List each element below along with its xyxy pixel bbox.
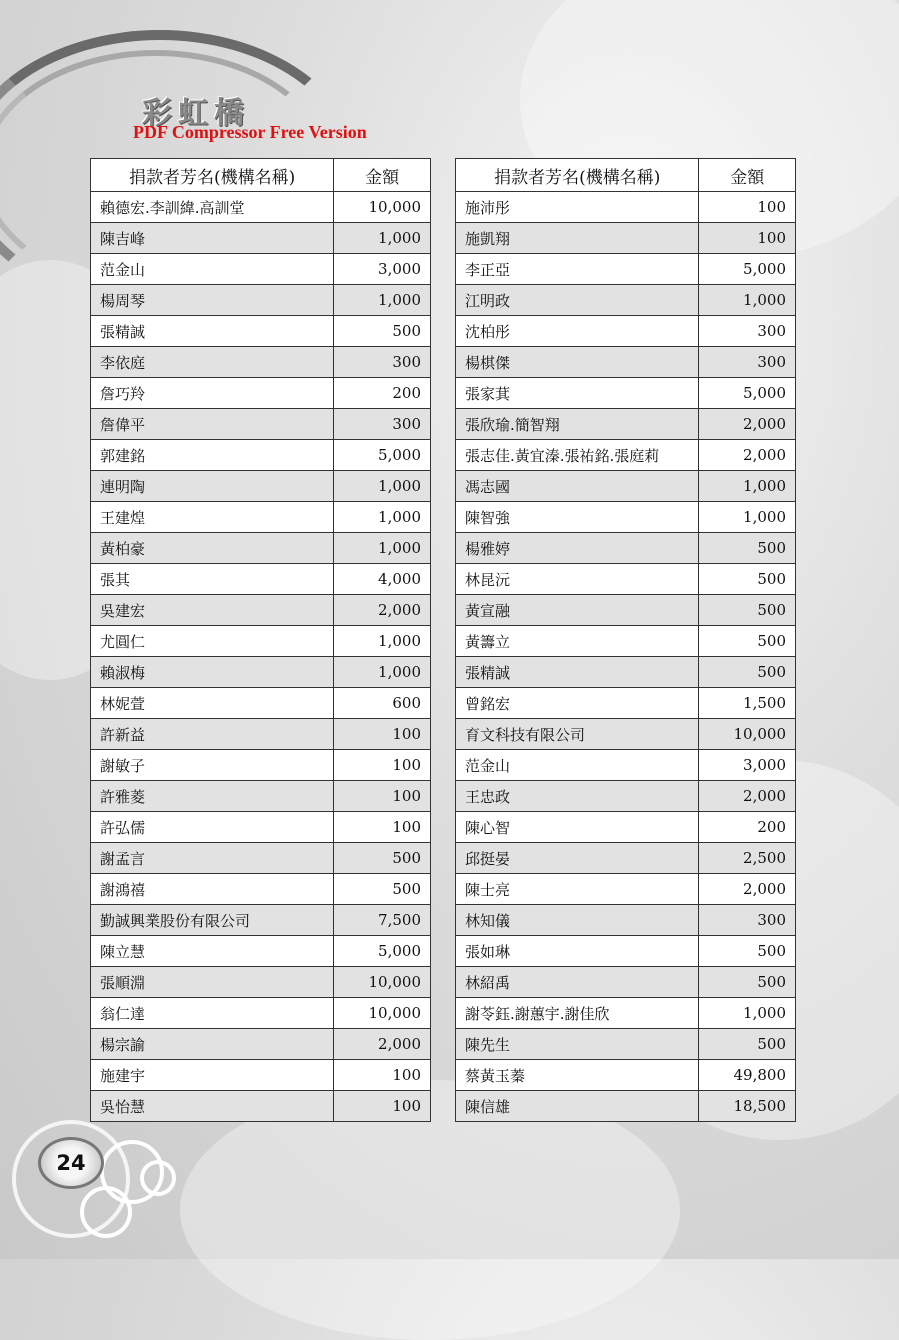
donor-name: 賴淑梅 <box>91 657 334 688</box>
table-row <box>456 285 796 316</box>
table-row <box>91 1060 431 1091</box>
donor-name: 詹偉平 <box>91 409 334 440</box>
donation-amount: 2,000 <box>334 595 431 626</box>
donor-name: 陳立慧 <box>91 936 334 967</box>
table-row <box>91 657 431 688</box>
donation-amount: 49,800 <box>699 1060 796 1091</box>
donor-table-right <box>455 158 796 1122</box>
table-row <box>91 595 431 626</box>
table-row <box>456 192 796 223</box>
donor-name: 翁仁達 <box>91 998 334 1029</box>
donor-name: 陳信雄 <box>456 1091 699 1122</box>
donation-amount: 1,000 <box>699 502 796 533</box>
donor-name: 范金山 <box>91 254 334 285</box>
donation-amount: 500 <box>699 564 796 595</box>
donor-name: 張其 <box>91 564 334 595</box>
table-row <box>91 967 431 998</box>
decorative-ring <box>80 1186 132 1238</box>
donor-name: 施凱翔 <box>456 223 699 254</box>
table-row <box>456 564 796 595</box>
table-row <box>456 626 796 657</box>
name-column-header: 捐款者芳名(機構名稱) <box>91 159 334 192</box>
table-row <box>456 378 796 409</box>
donor-name: 王忠政 <box>456 781 699 812</box>
donation-amount: 300 <box>699 316 796 347</box>
table-row <box>456 1091 796 1122</box>
table-row <box>456 812 796 843</box>
table-row <box>91 843 431 874</box>
decorative-ring <box>140 1160 176 1196</box>
donation-amount: 600 <box>334 688 431 719</box>
table-row <box>456 254 796 285</box>
donor-name: 許雅菱 <box>91 781 334 812</box>
donation-amount: 3,000 <box>334 254 431 285</box>
donation-amount: 1,000 <box>334 471 431 502</box>
table-row <box>91 192 431 223</box>
donation-amount: 500 <box>334 843 431 874</box>
table-row <box>91 440 431 471</box>
donor-name: 李正亞 <box>456 254 699 285</box>
table-row <box>91 316 431 347</box>
donor-name: 李依庭 <box>91 347 334 378</box>
donor-name: 黃籌立 <box>456 626 699 657</box>
donor-name: 江明政 <box>456 285 699 316</box>
donation-amount: 1,000 <box>699 285 796 316</box>
donation-amount: 1,500 <box>699 688 796 719</box>
donor-name: 吳怡慧 <box>91 1091 334 1122</box>
table-row <box>456 905 796 936</box>
table-row <box>456 936 796 967</box>
donor-name: 吳建宏 <box>91 595 334 626</box>
donation-amount: 1,000 <box>334 285 431 316</box>
donation-amount: 500 <box>699 533 796 564</box>
donation-amount: 500 <box>699 1029 796 1060</box>
donation-amount: 100 <box>334 1060 431 1091</box>
donor-name: 謝鴻禧 <box>91 874 334 905</box>
table-row <box>91 378 431 409</box>
donation-amount: 300 <box>334 347 431 378</box>
table-row <box>456 347 796 378</box>
donation-amount: 1,000 <box>699 471 796 502</box>
donation-amount: 500 <box>699 936 796 967</box>
donor-name: 張精誠 <box>91 316 334 347</box>
table-row <box>91 533 431 564</box>
donor-name: 張志佳.黃宜溱.張祐銘.張庭莉 <box>456 440 699 471</box>
donation-amount: 1,000 <box>334 502 431 533</box>
donor-name: 楊周琴 <box>91 285 334 316</box>
donor-name: 張精誠 <box>456 657 699 688</box>
donor-name: 范金山 <box>456 750 699 781</box>
table-row <box>91 626 431 657</box>
donation-amount: 300 <box>699 347 796 378</box>
donor-name: 張欣瑜.簡智翔 <box>456 409 699 440</box>
table-row <box>456 657 796 688</box>
donor-name: 林妮萱 <box>91 688 334 719</box>
donation-amount: 2,000 <box>699 781 796 812</box>
donation-amount: 500 <box>334 316 431 347</box>
table-row <box>456 750 796 781</box>
donor-name: 謝敏子 <box>91 750 334 781</box>
table-row <box>91 347 431 378</box>
donation-amount: 1,000 <box>334 533 431 564</box>
donation-amount: 500 <box>699 967 796 998</box>
donation-amount: 2,000 <box>699 440 796 471</box>
donation-amount: 10,000 <box>334 998 431 1029</box>
donor-table-left <box>90 158 431 1122</box>
table-row <box>91 223 431 254</box>
table-row <box>456 998 796 1029</box>
donor-name: 楊棋傑 <box>456 347 699 378</box>
table-row <box>456 874 796 905</box>
donation-amount: 500 <box>699 626 796 657</box>
table-row <box>91 719 431 750</box>
table-row <box>91 1091 431 1122</box>
table-row <box>91 905 431 936</box>
donor-name: 陳先生 <box>456 1029 699 1060</box>
donation-amount: 5,000 <box>334 440 431 471</box>
donation-amount: 500 <box>334 874 431 905</box>
table-row <box>91 812 431 843</box>
donation-amount: 10,000 <box>699 719 796 750</box>
donor-name: 張如琳 <box>456 936 699 967</box>
donor-name: 陳智強 <box>456 502 699 533</box>
donor-name: 陳心智 <box>456 812 699 843</box>
table-header-row <box>91 159 431 192</box>
donation-amount: 200 <box>334 378 431 409</box>
table-header-row <box>456 159 796 192</box>
donation-amount: 1,000 <box>334 657 431 688</box>
donation-amount: 2,000 <box>699 874 796 905</box>
table-row <box>91 502 431 533</box>
table-row <box>456 967 796 998</box>
donor-name: 連明陶 <box>91 471 334 502</box>
donation-amount: 100 <box>334 812 431 843</box>
table-row <box>456 688 796 719</box>
table-row <box>91 874 431 905</box>
donation-amount: 300 <box>699 905 796 936</box>
donor-name: 謝苓鈺.謝蕙宇.謝佳欣 <box>456 998 699 1029</box>
donor-name: 陳士亮 <box>456 874 699 905</box>
table-row <box>456 533 796 564</box>
donation-amount: 500 <box>699 657 796 688</box>
table-row <box>456 595 796 626</box>
donation-amount: 100 <box>334 750 431 781</box>
donor-name: 育文科技有限公司 <box>456 719 699 750</box>
donor-name: 許新益 <box>91 719 334 750</box>
table-row <box>456 843 796 874</box>
table-row <box>91 1029 431 1060</box>
donor-name: 林紹禹 <box>456 967 699 998</box>
table-row <box>91 285 431 316</box>
table-row <box>456 781 796 812</box>
donation-amount: 100 <box>334 781 431 812</box>
donation-amount: 1,000 <box>334 626 431 657</box>
table-row <box>91 688 431 719</box>
table-row <box>456 502 796 533</box>
donation-amount: 100 <box>334 719 431 750</box>
donor-name: 施沛彤 <box>456 192 699 223</box>
donation-amount: 1,000 <box>334 223 431 254</box>
page-number: 24 <box>38 1137 104 1189</box>
table-row <box>456 719 796 750</box>
donation-amount: 4,000 <box>334 564 431 595</box>
table-row <box>91 998 431 1029</box>
donation-amount: 18,500 <box>699 1091 796 1122</box>
donor-name: 勤誠興業股份有限公司 <box>91 905 334 936</box>
donation-amount: 100 <box>699 223 796 254</box>
table-row <box>91 936 431 967</box>
donor-name: 曾銘宏 <box>456 688 699 719</box>
donor-name: 馮志國 <box>456 471 699 502</box>
donation-amount: 1,000 <box>699 998 796 1029</box>
donor-name: 郭建銘 <box>91 440 334 471</box>
donor-name: 謝孟言 <box>91 843 334 874</box>
donor-name: 施建宇 <box>91 1060 334 1091</box>
donor-name: 陳吉峰 <box>91 223 334 254</box>
donation-amount: 500 <box>699 595 796 626</box>
donation-amount: 5,000 <box>334 936 431 967</box>
donation-amount: 3,000 <box>699 750 796 781</box>
donor-name: 林知儀 <box>456 905 699 936</box>
donor-name: 賴德宏.李訓緯.高訓堂 <box>91 192 334 223</box>
donation-amount: 7,500 <box>334 905 431 936</box>
donor-name: 沈柏彤 <box>456 316 699 347</box>
table-row <box>456 440 796 471</box>
donation-amount: 10,000 <box>334 192 431 223</box>
table-row <box>91 254 431 285</box>
donor-name: 黃宣融 <box>456 595 699 626</box>
donor-name: 邱挺晏 <box>456 843 699 874</box>
donation-amount: 2,000 <box>334 1029 431 1060</box>
donor-name: 張順淵 <box>91 967 334 998</box>
table-row <box>91 750 431 781</box>
donation-amount: 10,000 <box>334 967 431 998</box>
table-row <box>456 1060 796 1091</box>
table-row <box>456 471 796 502</box>
donation-amount: 5,000 <box>699 378 796 409</box>
table-row <box>91 781 431 812</box>
donor-name: 王建煌 <box>91 502 334 533</box>
donor-name: 蔡黃玉蓁 <box>456 1060 699 1091</box>
donation-amount: 300 <box>334 409 431 440</box>
table-row <box>456 316 796 347</box>
amount-column-header: 金額 <box>334 159 431 192</box>
table-row <box>456 223 796 254</box>
donation-amount: 200 <box>699 812 796 843</box>
watermark-text: PDF Compressor Free Version <box>133 122 367 142</box>
donor-name: 黃柏豪 <box>91 533 334 564</box>
donor-name: 楊雅婷 <box>456 533 699 564</box>
donation-amount: 100 <box>334 1091 431 1122</box>
donation-amount: 2,000 <box>699 409 796 440</box>
donation-amount: 5,000 <box>699 254 796 285</box>
table-row <box>91 564 431 595</box>
donor-name: 林昆沅 <box>456 564 699 595</box>
section-title: 彩虹橋 <box>142 96 250 131</box>
table-row <box>91 471 431 502</box>
amount-column-header: 金額 <box>699 159 796 192</box>
donor-name: 詹巧羚 <box>91 378 334 409</box>
table-row <box>91 409 431 440</box>
donation-amount: 100 <box>699 192 796 223</box>
table-row <box>456 409 796 440</box>
donor-name: 許弘儒 <box>91 812 334 843</box>
donor-name: 尤圓仁 <box>91 626 334 657</box>
donor-name: 楊宗諭 <box>91 1029 334 1060</box>
donor-name: 張家萁 <box>456 378 699 409</box>
donation-amount: 2,500 <box>699 843 796 874</box>
name-column-header: 捐款者芳名(機構名稱) <box>456 159 699 192</box>
table-row <box>456 1029 796 1060</box>
